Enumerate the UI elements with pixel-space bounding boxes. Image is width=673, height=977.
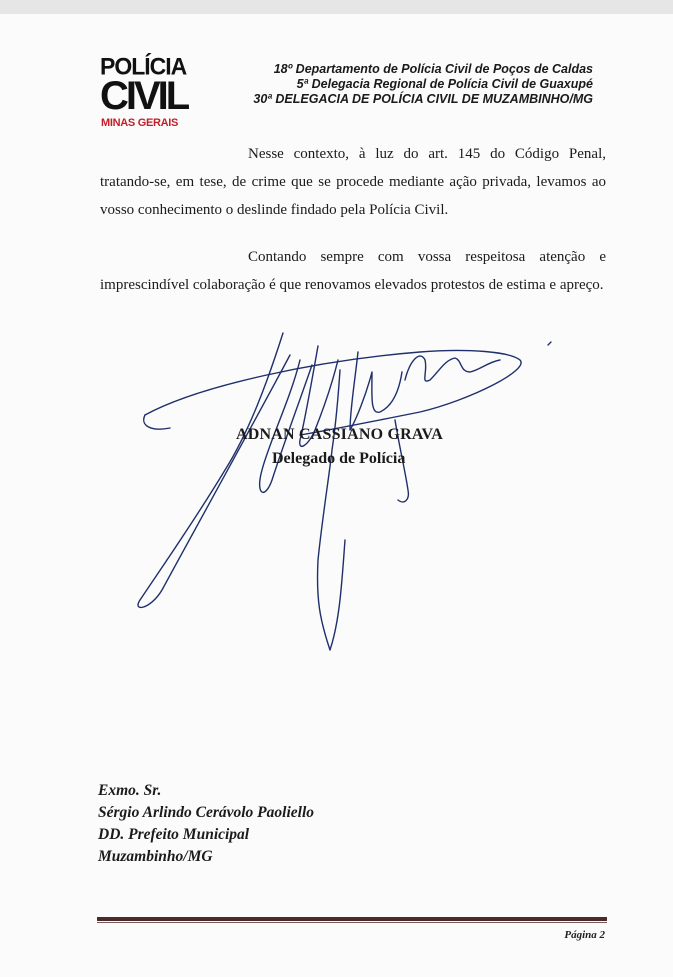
page-number: Página 2 (564, 929, 605, 941)
addressee-block (98, 780, 314, 868)
scan-edge (0, 0, 673, 14)
logo-text-civil: CIVIL (100, 74, 188, 118)
logo-text-minas-gerais: MINAS GERAIS (101, 117, 179, 129)
addressee-city: Muzambinho/MG (98, 848, 213, 865)
body-paragraph-2: Contando sempre com vossa respeitosa atenção e imprescindível colaboração é que renovamos elevados protestos de estima e apreço. (100, 249, 606, 293)
letterhead-line-department: 18º Departamento de Polícia Civil de Poços de Caldas (273, 62, 593, 76)
body-paragraph-1: Nesse contexto, à luz do art. 145 do Código Penal, tratando-se, em tese, de crime que se procede mediante ação privada, levamos ao vosso conhecimento o deslinde findado pela Polícia Civil. (100, 146, 606, 218)
letterhead-line-regional: 5ª Delegacia Regional de Polícia Civil de Guaxupé (296, 77, 593, 91)
addressee-name: Sérgio Arlindo Cerávolo Paoliello (98, 804, 315, 821)
signatory-name: ADNAN CASSIANO GRAVA (236, 426, 443, 443)
letterhead (173, 62, 593, 107)
footer-rule (97, 917, 607, 921)
addressee-role: DD. Prefeito Municipal (98, 826, 250, 843)
logo-text-policia: POLÍCIA (100, 52, 187, 80)
signatory-title: Delegado de Polícia (272, 450, 406, 467)
footer-rule-thin (97, 922, 607, 923)
addressee-salutation: Exmo. Sr. (98, 782, 162, 799)
letterhead-line-delegacia: 30ª DELEGACIA DE POLÍCIA CIVIL DE MUZAMBINHO/MG (253, 92, 593, 106)
